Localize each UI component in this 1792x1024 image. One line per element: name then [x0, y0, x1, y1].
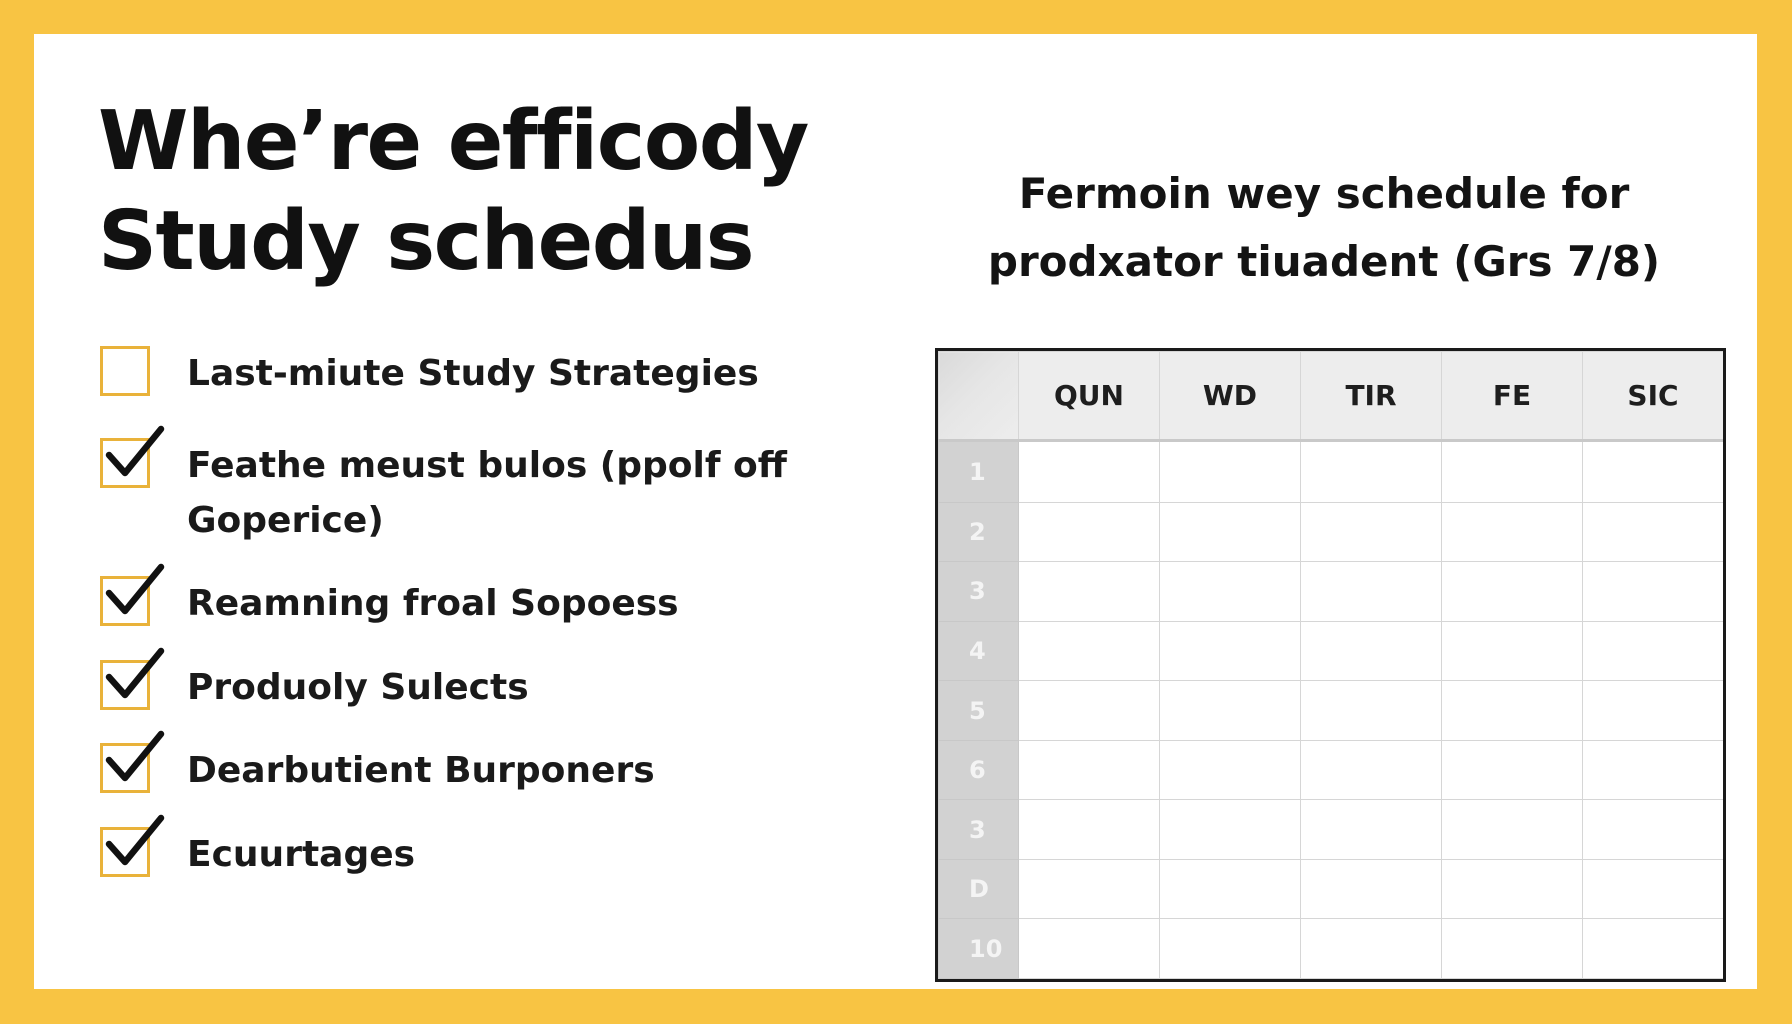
row-number: 10 [939, 919, 1019, 979]
content-card [34, 34, 1757, 989]
checkbox-checked[interactable] [100, 576, 150, 626]
schedule-cell[interactable] [1583, 681, 1724, 741]
checkmark-icon [105, 563, 167, 623]
column-header: FE [1442, 352, 1583, 441]
schedule-cell[interactable] [1160, 562, 1301, 622]
row-number: 3 [939, 562, 1019, 622]
column-header: QUN [1019, 352, 1160, 441]
schedule-cell[interactable] [1301, 502, 1442, 562]
checklist-item-1[interactable] [100, 346, 759, 401]
table-header-row [939, 352, 1724, 441]
main-title [98, 92, 878, 292]
row-number: 3 [939, 800, 1019, 860]
checkbox-checked[interactable] [100, 827, 150, 877]
schedule-cell[interactable] [1583, 621, 1724, 681]
schedule-cell[interactable] [1442, 562, 1583, 622]
empty-checkbox[interactable] [100, 346, 150, 396]
row-number: 6 [939, 740, 1019, 800]
schedule-cell[interactable] [1160, 919, 1301, 979]
column-header: SIC [1583, 352, 1724, 441]
schedule-cell[interactable] [1019, 441, 1160, 503]
schedule-table [935, 348, 1726, 982]
schedule-cell[interactable] [1301, 441, 1442, 503]
schedule-cell[interactable] [1442, 621, 1583, 681]
checklist-item-label: Reamning froal Sopoess [187, 583, 679, 624]
table-row [939, 919, 1724, 979]
schedule-cell[interactable] [1301, 740, 1442, 800]
row-number: D [939, 859, 1019, 919]
checkbox-checked[interactable] [100, 743, 150, 793]
checkbox-checked[interactable] [100, 660, 150, 710]
checklist-item-label: Dearbutient Burponers [187, 750, 655, 791]
schedule-cell[interactable] [1442, 441, 1583, 503]
schedule-cell[interactable] [1301, 919, 1442, 979]
checklist-item-6[interactable] [100, 827, 415, 882]
schedule-cell[interactable] [1442, 681, 1583, 741]
schedule-cell[interactable] [1583, 740, 1724, 800]
schedule-cell[interactable] [1160, 800, 1301, 860]
schedule-cell[interactable] [1019, 681, 1160, 741]
schedule-cell[interactable] [1019, 562, 1160, 622]
row-number: 2 [939, 502, 1019, 562]
checklist-item-2[interactable] [100, 438, 787, 548]
schedule-cell[interactable] [1160, 441, 1301, 503]
schedule-cell[interactable] [1160, 502, 1301, 562]
table-row [939, 562, 1724, 622]
schedule-title-line-2: prodxator tiuadent (Grs 7/8) [987, 237, 1661, 286]
schedule-cell[interactable] [1019, 740, 1160, 800]
schedule-title-line-1: Fermoin wey schedule for [1018, 169, 1630, 218]
schedule-cell[interactable] [1442, 919, 1583, 979]
schedule-cell[interactable] [1160, 859, 1301, 919]
schedule-cell[interactable] [1583, 562, 1724, 622]
schedule-cell[interactable] [1301, 859, 1442, 919]
schedule-cell[interactable] [1301, 621, 1442, 681]
checklist-item-label: Ecuurtages [187, 834, 416, 875]
schedule-title [914, 160, 1734, 296]
schedule-grid [938, 351, 1724, 979]
table-row [939, 859, 1724, 919]
checklist-item-label: Feathe meust bulos (ppolf off Goperice) [187, 445, 787, 541]
schedule-cell[interactable] [1301, 800, 1442, 860]
checkmark-icon [105, 814, 167, 874]
checklist-item-label: Last-miute Study Strategies [187, 353, 759, 394]
row-number: 1 [939, 441, 1019, 503]
checkmark-icon [105, 425, 167, 485]
schedule-cell[interactable] [1583, 919, 1724, 979]
schedule-cell[interactable] [1019, 800, 1160, 860]
schedule-cell[interactable] [1583, 441, 1724, 503]
schedule-cell[interactable] [1160, 621, 1301, 681]
checkbox-checked[interactable] [100, 438, 150, 488]
schedule-cell[interactable] [1442, 859, 1583, 919]
schedule-cell[interactable] [1583, 502, 1724, 562]
checkmark-icon [105, 730, 167, 790]
main-title-line-1: Whe’re efficody [98, 94, 808, 189]
schedule-cell[interactable] [1019, 859, 1160, 919]
schedule-cell[interactable] [1583, 859, 1724, 919]
schedule-cell[interactable] [1583, 800, 1724, 860]
checklist-item-5[interactable] [100, 743, 655, 798]
schedule-cell[interactable] [1301, 562, 1442, 622]
table-row [939, 502, 1724, 562]
column-header: WD [1160, 352, 1301, 441]
column-header: TIR [1301, 352, 1442, 441]
table-corner-cell [939, 352, 1019, 441]
table-row [939, 800, 1724, 860]
schedule-cell[interactable] [1160, 740, 1301, 800]
schedule-cell[interactable] [1160, 681, 1301, 741]
table-row [939, 740, 1724, 800]
schedule-cell[interactable] [1019, 919, 1160, 979]
main-title-line-2: Study schedus [98, 194, 754, 289]
schedule-cell[interactable] [1442, 502, 1583, 562]
schedule-cell[interactable] [1301, 681, 1442, 741]
row-number: 4 [939, 621, 1019, 681]
schedule-cell[interactable] [1019, 621, 1160, 681]
schedule-body [939, 441, 1724, 979]
table-row [939, 621, 1724, 681]
row-number: 5 [939, 681, 1019, 741]
schedule-cell[interactable] [1019, 502, 1160, 562]
table-row [939, 681, 1724, 741]
checklist-item-3[interactable] [100, 576, 679, 631]
checklist-item-4[interactable] [100, 660, 529, 715]
schedule-cell[interactable] [1442, 740, 1583, 800]
schedule-cell[interactable] [1442, 800, 1583, 860]
checkmark-icon [105, 647, 167, 707]
checklist-item-label: Produoly Sulects [187, 667, 529, 708]
table-row [939, 441, 1724, 503]
